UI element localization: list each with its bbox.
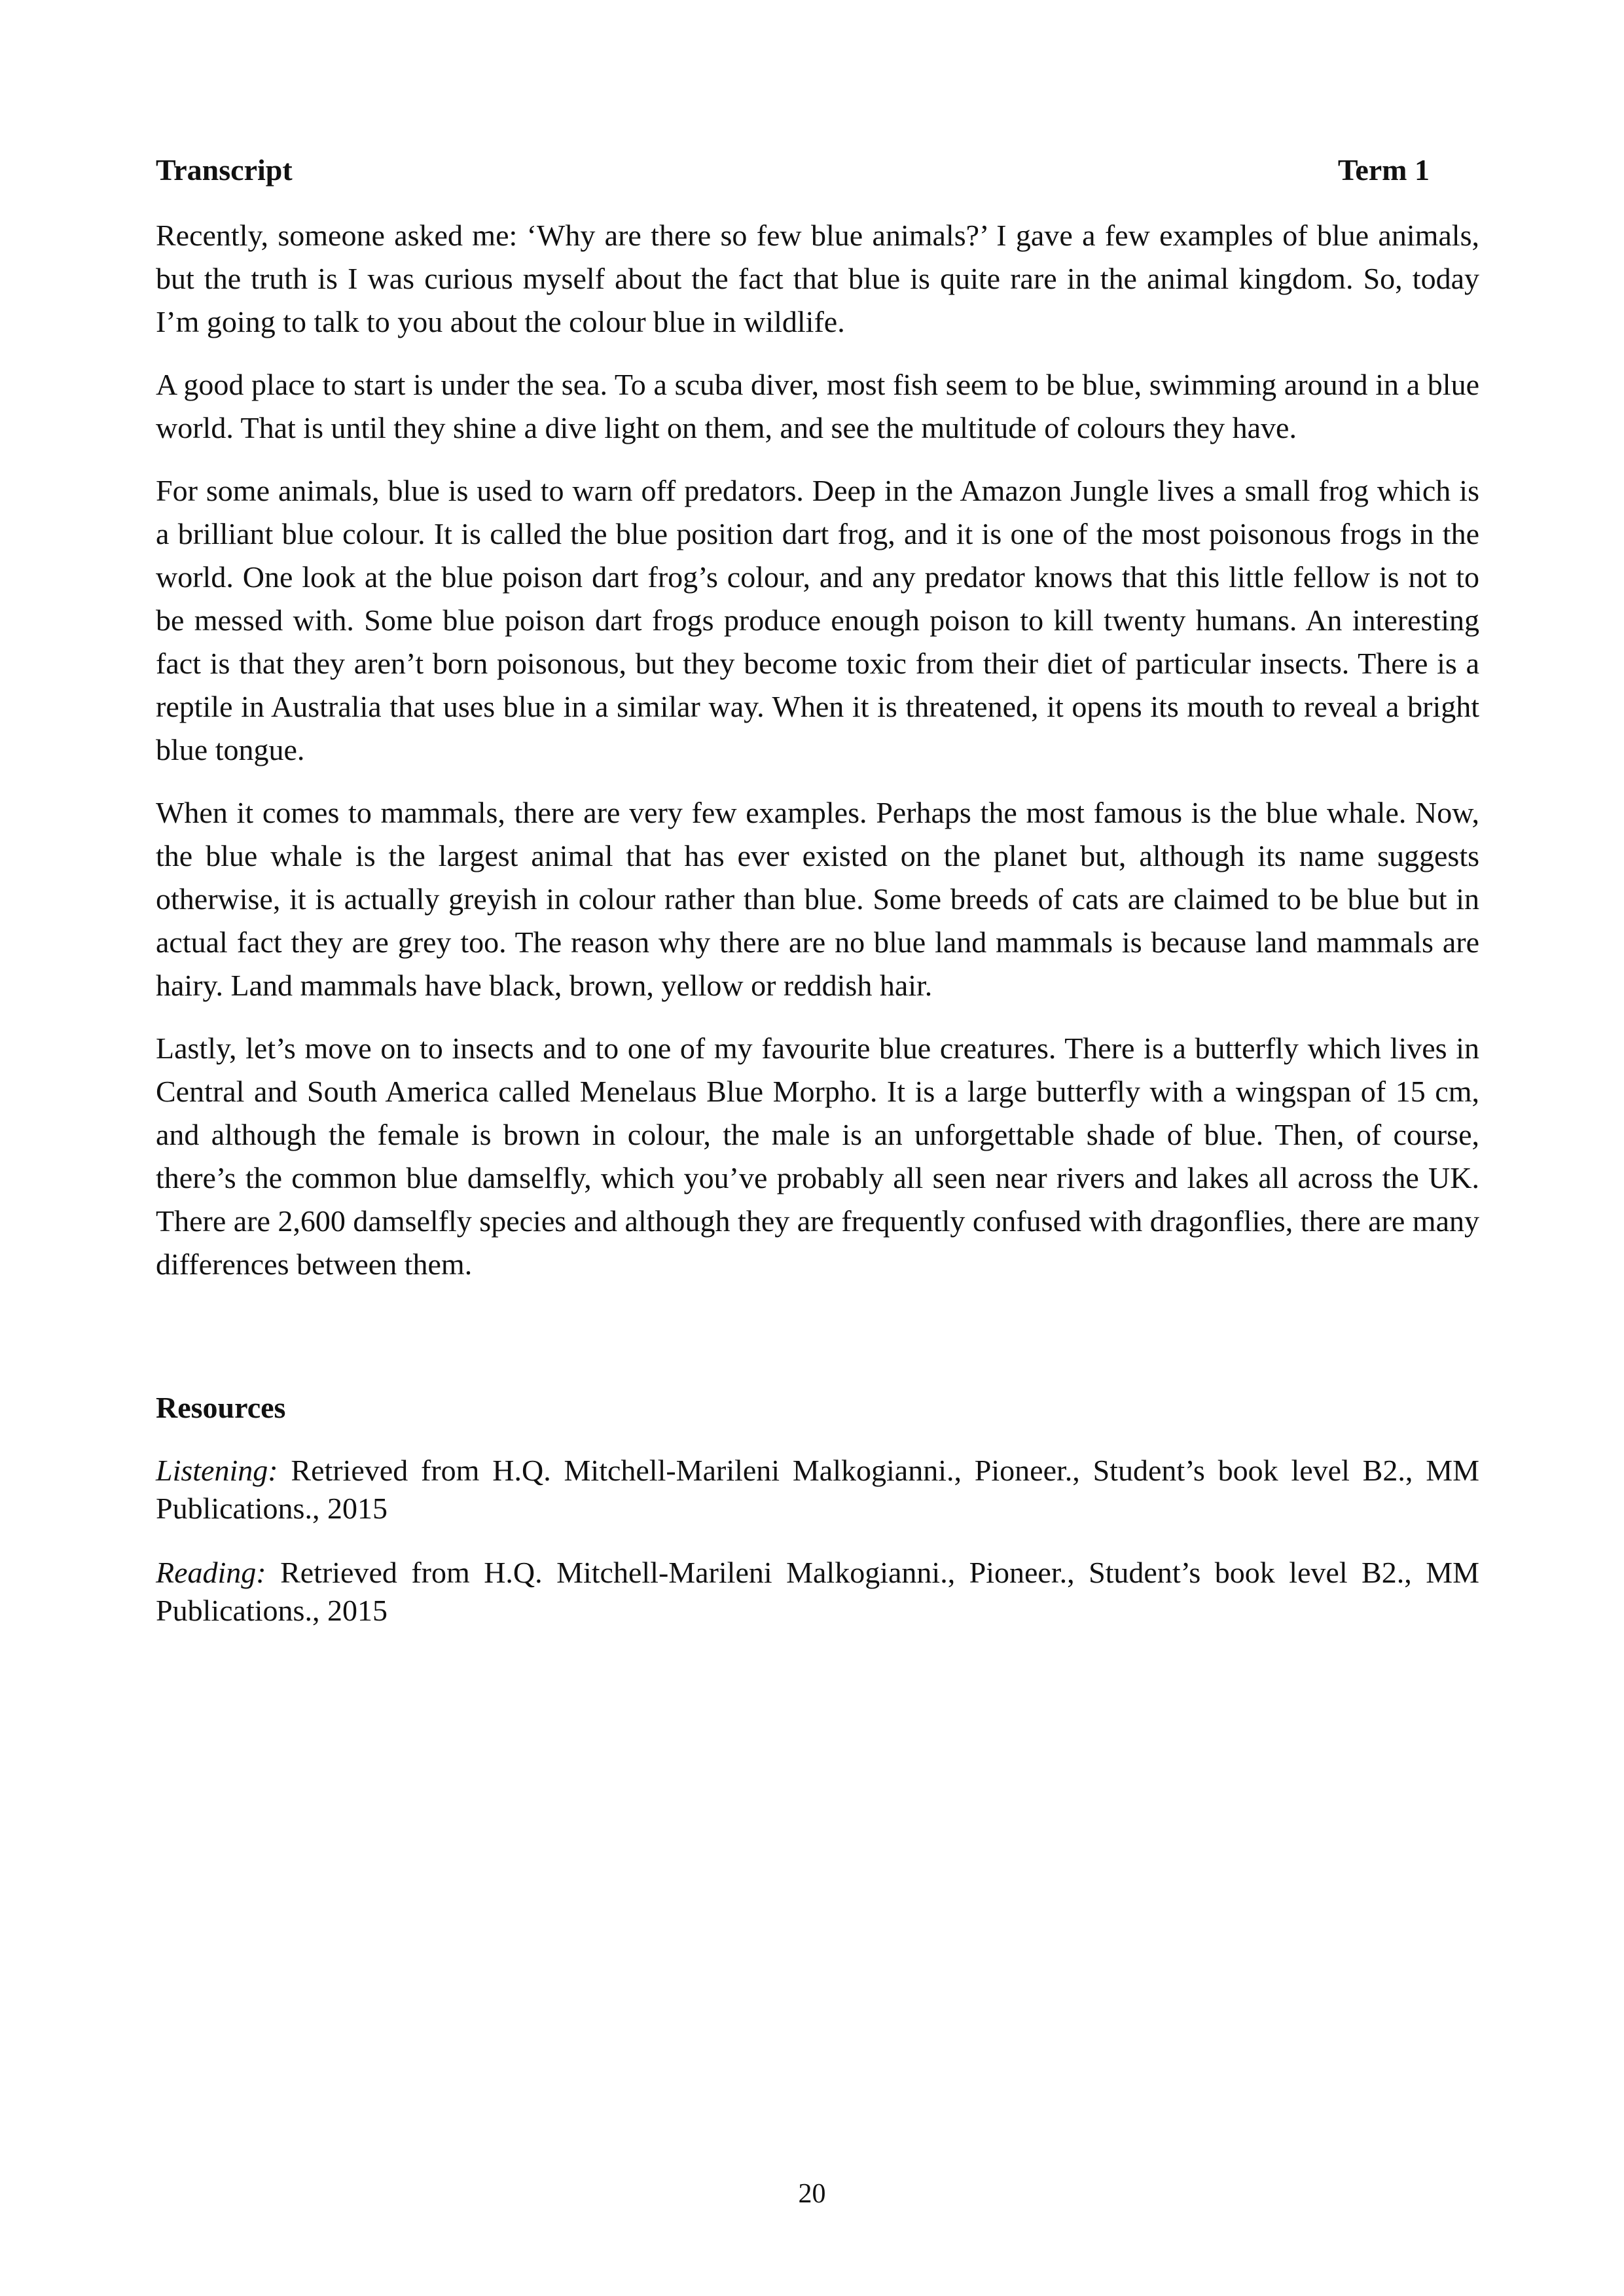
resource-reading-label: Reading: — [156, 1556, 266, 1590]
paragraph-intro: Recently, someone asked me: ‘Why are there so few blue animals?’ I gave a few examples of blue animals, but the truth is I was curious myself about the fact that blue is quite rare in the animal kingdom. So, today I’m going to talk to you about the colour blue in wildlife. — [156, 219, 1479, 339]
resource-listening-citation: Retrieved from H.Q. Mitchell-Marileni Malkogianni., Pioneer., Student’s book level B2., MM Publications., 2015 — [156, 1454, 1479, 1526]
page-header — [156, 152, 1479, 188]
page-number: 20 — [798, 2179, 826, 2209]
paragraph-mammals: When it comes to mammals, there are very few examples. Perhaps the most famous is the blue whale. Now, the blue whale is the largest animal that has ever existed on the planet but, although its name suggests otherwise, it is actually greyish in colour rather than blue. Some breeds of cats are claimed to be blue but in actual fact they are grey too. The reason why there are no blue land mammals is because land mammals are hairy. Land mammals have black, brown, yellow or reddish hair. — [156, 796, 1479, 1003]
resource-listening-label: Listening: — [156, 1454, 278, 1488]
paragraph-insects: Lastly, let’s move on to insects and to one of my favourite blue creatures. There is a butterfly which lives in Central and South America called Menelaus Blue Morpho. It is a large butterfly with a wingspan of 15 cm, and although the female is brown in colour, the male is an unforgettable shade of blue. Then, of course, there’s the common blue damselfly, which you’ve probably all seen near rivers and lakes all across the UK. There are 2,600 damselfly species and although they are frequently confused with dragonflies, there are many differences between them. — [156, 1031, 1479, 1282]
resource-listening — [156, 1452, 1479, 1528]
resources-heading: Resources — [156, 1391, 286, 1425]
page-content — [156, 152, 1479, 1656]
transcript-title: Transcript — [156, 153, 293, 187]
paragraph-predators: For some animals, blue is used to warn off predators. Deep in the Amazon Jungle lives a small frog which is a brilliant blue colour. It is called the blue position dart frog, and it is one of the most poisonous frogs in the world. One look at the blue poison dart frog’s colour, and any predator knows that this little fellow is not to be messed with. Some blue poison dart frogs produce enough poison to kill twenty humans. An interesting fact is that they aren’t born poisonous, but they become toxic from their diet of particular insects. There is a reptile in Australia that uses blue in a similar way. When it is threatened, it opens its mouth to reveal a bright blue tongue. — [156, 474, 1479, 767]
paragraph-sea: A good place to start is under the sea. To a scuba diver, most fish seem to be blue, swimming around in a blue world. That is until they shine a dive light on them, and see the multitude of colours they have. — [156, 368, 1479, 445]
resource-reading-citation: Retrieved from H.Q. Mitchell-Marileni Malkogianni., Pioneer., Student’s book level B2., MM Publications., 2015 — [156, 1556, 1479, 1628]
term-label: Term 1 — [1337, 153, 1430, 187]
resource-reading — [156, 1554, 1479, 1630]
